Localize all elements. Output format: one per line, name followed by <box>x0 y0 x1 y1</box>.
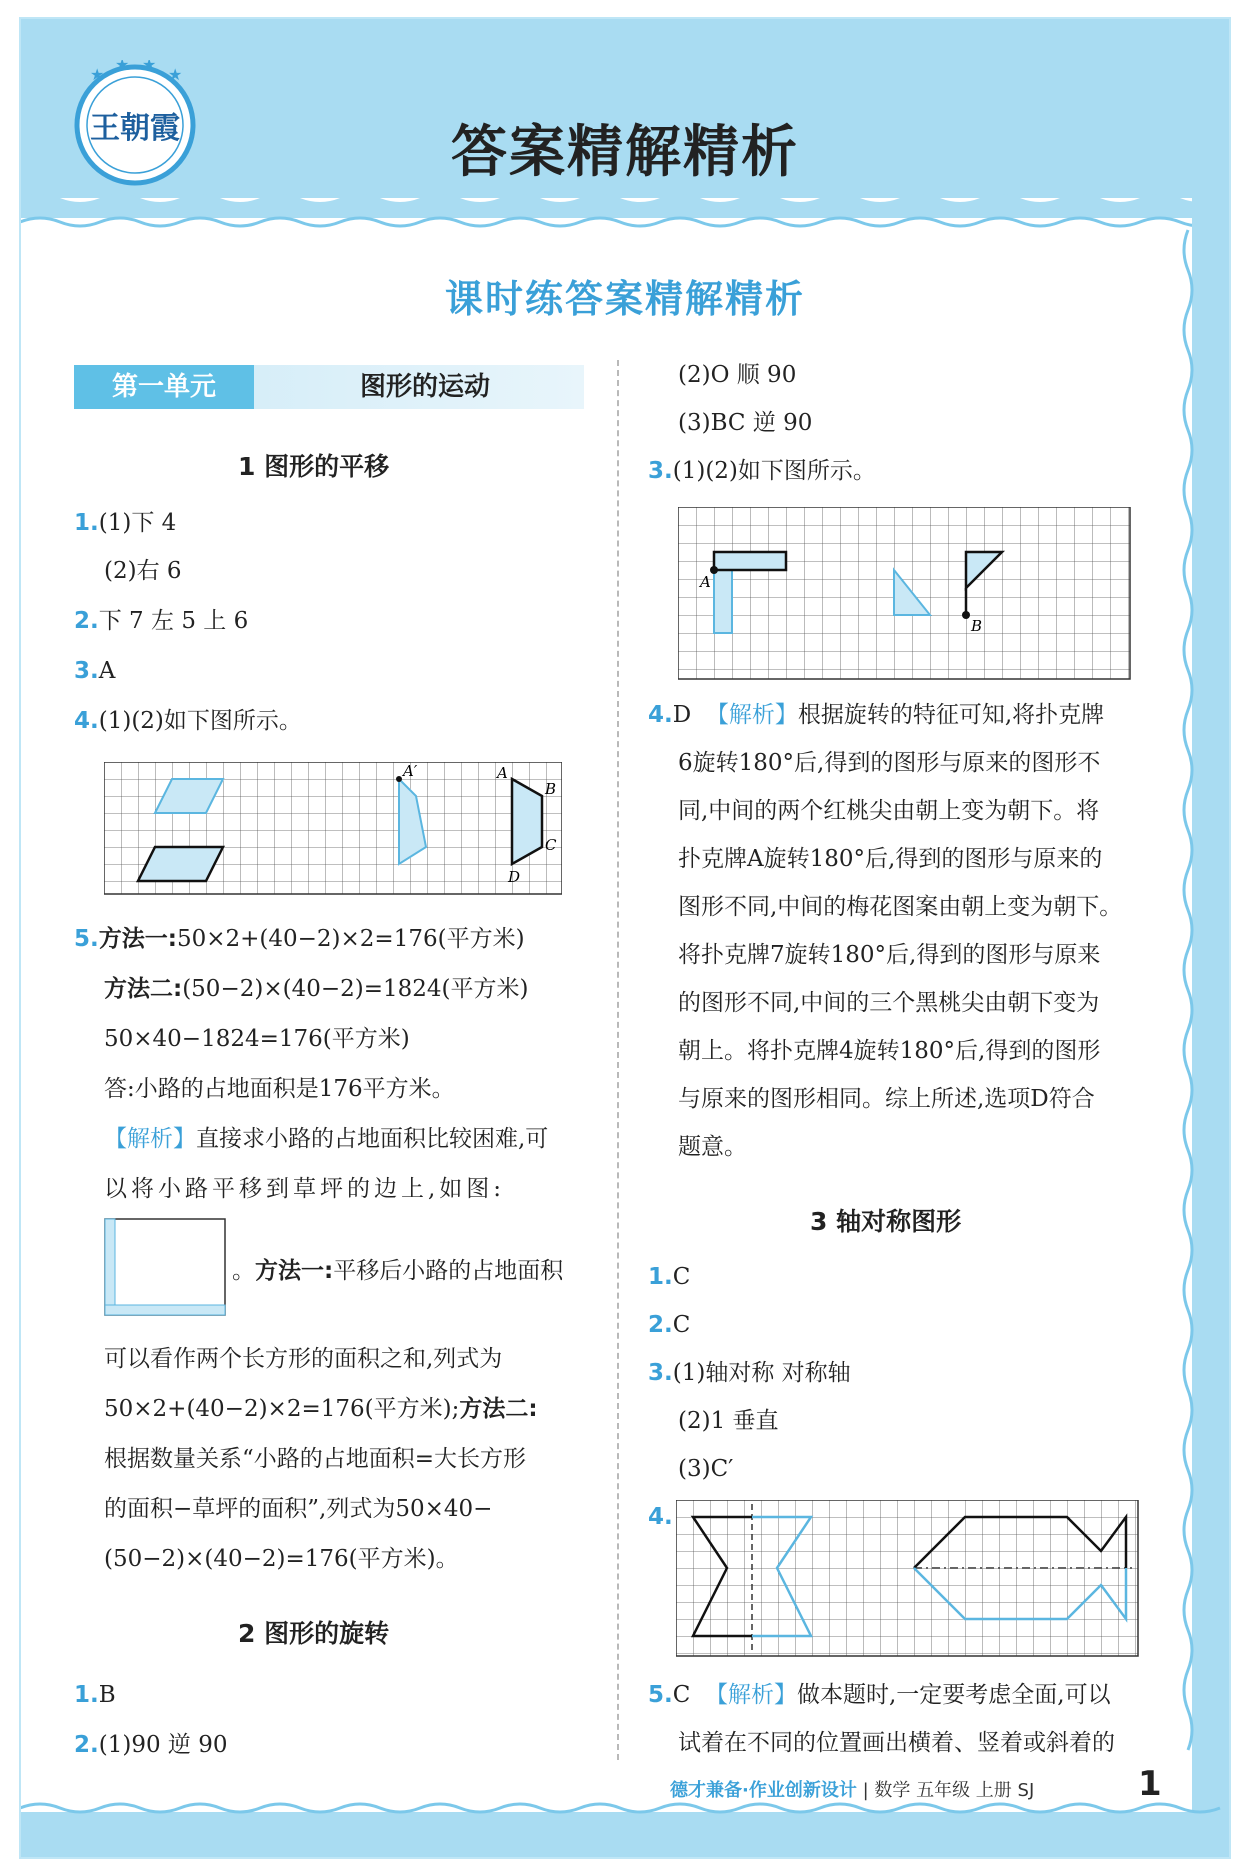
answer-line: (3)C′ <box>678 1456 734 1482</box>
analysis-line: 【解析】直接求小路的占地面积比较困难,可 <box>104 1126 549 1152</box>
lawn-path-figure <box>104 1218 228 1318</box>
answer-line: 1.C <box>648 1264 691 1290</box>
answer-line: 4. <box>648 1504 673 1530</box>
answer-line: 5.C 【解析】做本题时,一定要考虑全面,可以 <box>648 1682 1111 1708</box>
svg-text:C: C <box>545 836 557 854</box>
analysis-line: 。方法一:平移后小路的占地面积 <box>232 1258 564 1284</box>
analysis-line: 可以看作两个长方形的面积之和,列式为 <box>104 1346 503 1372</box>
page-number: 1 <box>1138 1764 1162 1804</box>
analysis-line: 的面积−草坪的面积”,列式为50×40− <box>104 1496 493 1522</box>
answer-line: (2)右 6 <box>104 558 182 584</box>
svg-text:A′: A′ <box>403 762 418 780</box>
section-title-axial-symmetry: 3 轴对称图形 <box>810 1207 962 1236</box>
answer-line: 50×40−1824=176(平方米) <box>104 1026 410 1052</box>
section-title-rotation: 2 图形的旋转 <box>238 1619 390 1648</box>
analysis-line: 根据数量关系“小路的占地面积=大长方形 <box>104 1446 527 1472</box>
analysis-line: 朝上。将扑克牌4旋转180°后,得到的图形 <box>678 1038 1101 1064</box>
answer-line: (2)1 垂直 <box>678 1408 779 1434</box>
page-title: 答案精解精析 <box>451 120 799 185</box>
answer-line: 4.(1)(2)如下图所示。 <box>74 708 302 734</box>
analysis-line: 6旋转180°后,得到的图形与原来的图形不 <box>678 750 1101 776</box>
answer-line: 3.(1)(2)如下图所示。 <box>648 458 876 484</box>
rotation-grid-figure <box>678 507 1132 681</box>
analysis-line: 将扑克牌7旋转180°后,得到的图形与原来 <box>678 942 1101 968</box>
analysis-line: 与原来的图形相同。综上所述,选项D符合 <box>678 1086 1095 1112</box>
answer-line: 方法二:(50−2)×(40−2)=1824(平方米) <box>104 976 529 1002</box>
analysis-line: 扑克牌A旋转180°后,得到的图形与原来的 <box>678 846 1103 872</box>
section-subtitle: 课时练答案精解精析 <box>444 277 805 321</box>
footer-brand: 德才兼备·作业创新设计 <box>670 1780 857 1801</box>
answer-line: (2)O 顺 90 <box>678 362 797 388</box>
analysis-line: 50×2+(40−2)×2=176(平方米);方法二: <box>104 1396 538 1422</box>
unit-name: 图形的运动 <box>359 372 490 402</box>
footer: 德才兼备·作业创新设计 | 数学 五年级 上册 SJ <box>670 1780 1035 1801</box>
answer-line: 1.(1)下 4 <box>74 510 177 536</box>
answer-line: 3.(1)轴对称 对称轴 <box>648 1360 851 1386</box>
svg-text:A: A <box>497 764 508 782</box>
analysis-line: (50−2)×(40−2)=176(平方米)。 <box>104 1546 459 1572</box>
answer-line: (3)BC 逆 90 <box>678 410 813 436</box>
answer-line: 2.(1)90 逆 90 <box>74 1732 228 1758</box>
svg-text:B: B <box>971 617 983 635</box>
analysis-line: 题意。 <box>678 1134 747 1160</box>
column-divider <box>617 360 619 1760</box>
svg-text:B: B <box>545 780 557 798</box>
answer-line: 1.B <box>74 1682 116 1708</box>
analysis-line: 试着在不同的位置画出横着、竖着或斜着的 <box>678 1730 1115 1756</box>
answer-line: 答:小路的占地面积是176平方米。 <box>104 1076 455 1102</box>
svg-text:D: D <box>508 868 521 886</box>
symmetry-grid-figure <box>676 1500 1140 1660</box>
answer-line: 4.D 【解析】根据旋转的特征可知,将扑克牌 <box>648 702 1105 728</box>
footer-info: 数学 五年级 上册 SJ <box>874 1780 1035 1801</box>
analysis-line: 的图形不同,中间的三个黑桃尖由朝下变为 <box>678 990 1100 1016</box>
answer-line: 2.下 7 左 5 上 6 <box>74 608 249 634</box>
analysis-line: 同,中间的两个红桃尖由朝上变为朝下。将 <box>678 798 1100 824</box>
svg-text:★: ★ <box>168 65 183 84</box>
svg-text:★: ★ <box>115 60 130 74</box>
answer-line: 5.方法一:50×2+(40−2)×2=176(平方米) <box>74 926 525 952</box>
answer-line: 2.C <box>648 1312 691 1338</box>
logo-text: 王朝霞 <box>90 111 180 146</box>
analysis-line: 以将小路平移到草坪的边上,如图: <box>104 1176 506 1202</box>
answer-line: 3.A <box>74 658 116 684</box>
section-title-translation: 1 图形的平移 <box>238 452 390 481</box>
unit-tag: 第一单元 <box>74 365 254 409</box>
svg-text:★: ★ <box>142 60 157 74</box>
svg-text:A: A <box>700 573 711 591</box>
svg-text:★: ★ <box>90 65 105 84</box>
translation-grid-figure <box>104 762 562 898</box>
analysis-line: 图形不同,中间的梅花图案由朝上变为朝下。 <box>678 894 1123 920</box>
